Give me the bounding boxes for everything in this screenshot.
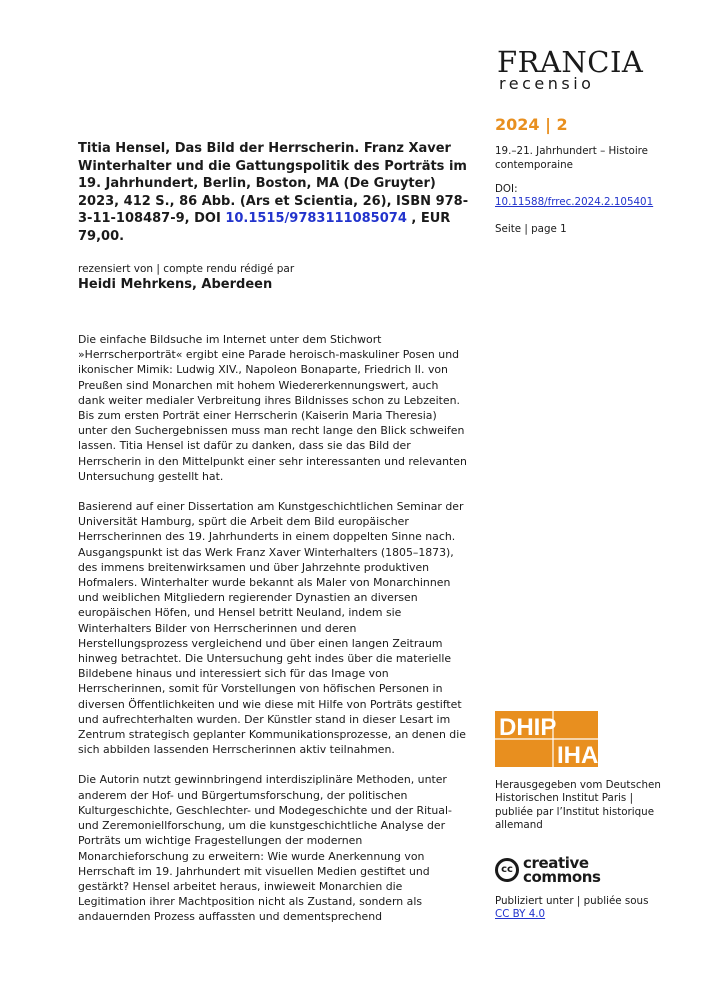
license-label: Publiziert unter | publiée sous — [495, 895, 649, 907]
paragraph-2: Basierend auf einer Dissertation am Kunstgeschichtlichen Seminar der Universität Hamburg, spürt die Arbeit dem Bild europäischer Herrscherinnen des 19. Jahrhunderts in einem doppelten Sinne nach. Ausgangspunkt ist das Werk Franz Xaver Winterhalters (1805–1873), des immens breitenwirksamen und über Jahrzehnte produktiven Hofmalers. Winterhalter wurde bekannt als Maler von Monarchinnen und weiblichen Mitgliedern regierender Dynastien an diversen europäischen Höfen, und Hensel betritt Neuland, indem sie Winterhalters Bilder von Herrscherinnen und deren Herstellungsprozess vergleichend und über einen langen Zeitraum hinweg betrachtet. Die Untersuchung geht indes über die materielle Bildebene hinaus und interessiert sich für das Image von Herrscherinnen, somit für Vorstellungen von höfischen Personen in diversen Öffentlichkeiten und wie diese mit Hilfe von Porträts gestiftet und aufrechterhalten wurden. Der Künstler stand in dieser Lesart im Zentrum strategisch geplanter Kommunikationsprozesse, an denen die sich abbilden lassenden Herrscherinnen aktiv teilnahmen. — [78, 500, 466, 757]
review-title — [78, 140, 478, 245]
publisher-note: Herausgegeben vom Deutschen Historischen Institut Paris | publiée par l’Institut historique allemand — [495, 779, 661, 831]
doi-link[interactable]: 10.11588/frrec.2024.2.105401 — [495, 196, 654, 208]
license-link[interactable]: CC BY 4.0 — [495, 908, 546, 921]
cc-icon: cc — [495, 858, 519, 882]
period-label: 19.–21. Jahrhundert – Histoire contemporaine — [495, 145, 649, 171]
issue-number: 2024 | 2 — [495, 115, 568, 134]
paragraph-1: Die einfache Bildsuche im Internet unter dem Stichwort »Herrscherporträt« ergibt eine Parade heroisch-maskuliner Posen und ikonischer Mimik: Ludwig XIV., Napoleon Bonaparte, Friedrich II. von Preußen sind Monarchen mit hohem Wiedererkennungswert, auch dank weiter medialer Verbreitung ihres Bildnisses schon zu Lebzeiten. Bis zum ersten Porträt einer Herrscherin (Kaiserin Maria Theresia) unter den Suchergebnissen muss man recht lange den Blick schweifen lassen. Titia Hensel ist dafür zu danken, dass sie das Bild der Herrscherin in den Mittelpunkt einer sehr interessanten und relevanten Untersuchung gestellt hat. — [78, 333, 467, 483]
review-title-text: Titia Hensel, Das Bild der Herrscherin. Franz Xaver Winterhalter und die Gattungspolitik des Porträts im 19. Jahrhundert, Berlin, Boston, MA (De Gruyter) 2023, 412 S., 86 Abb. (Ars et Scientia, 26), ISBN 978-3-11-108487-9, DOI — [78, 141, 469, 226]
dhip-iha-logo — [495, 711, 598, 767]
review-body — [78, 332, 468, 940]
francia-recensio-logo — [497, 45, 644, 93]
review-title-price: , EUR 79,00. — [78, 211, 451, 244]
logo-recensio: recensio — [499, 74, 595, 93]
license-note — [495, 895, 665, 922]
creative-commons-logo — [495, 855, 615, 887]
cc-word-creative: creative — [523, 854, 589, 872]
page-number: Seite | page 1 — [495, 223, 567, 235]
paragraph-3: Die Autorin nutzt gewinnbringend interdisziplinäre Methoden, unter anderem der Hof- und Bürgertumsforschung, der politischen Kulturgeschichte, Geschlechter- und Modegeschichte und der Ritual- und Zeremoniellforschung, um die kunstgeschichtliche Analyse der Porträts um wichtige Fragestellungen der modernen Monarchieforschung zu erweitern: Wie wurde Anerkennung von Herrschaft im 19. Jahrhundert mit visuellen Medien gestiftet und gestärkt? Hensel arbeitet heraus, inwieweit Monarchien die Legitimation ihrer Machtposition nicht als Zustand, sondern als andauernden Prozess auffassten und dementsprechend — [78, 773, 452, 924]
cc-word-commons: commons — [523, 868, 601, 886]
dhip-iha-logo-graphic — [495, 711, 598, 767]
iha-text: IHA — [557, 742, 598, 767]
book-doi-link[interactable]: 10.1515/9783111085074 — [225, 211, 407, 226]
dhip-text: DHIP — [499, 714, 557, 741]
reviewer-label: rezensiert von | compte rendu rédigé par — [78, 263, 295, 275]
doi-label: DOI: — [495, 183, 518, 195]
reviewer-name: Heidi Mehrkens, Aberdeen — [78, 277, 273, 292]
logo-francia: FRANCIA — [497, 45, 644, 79]
